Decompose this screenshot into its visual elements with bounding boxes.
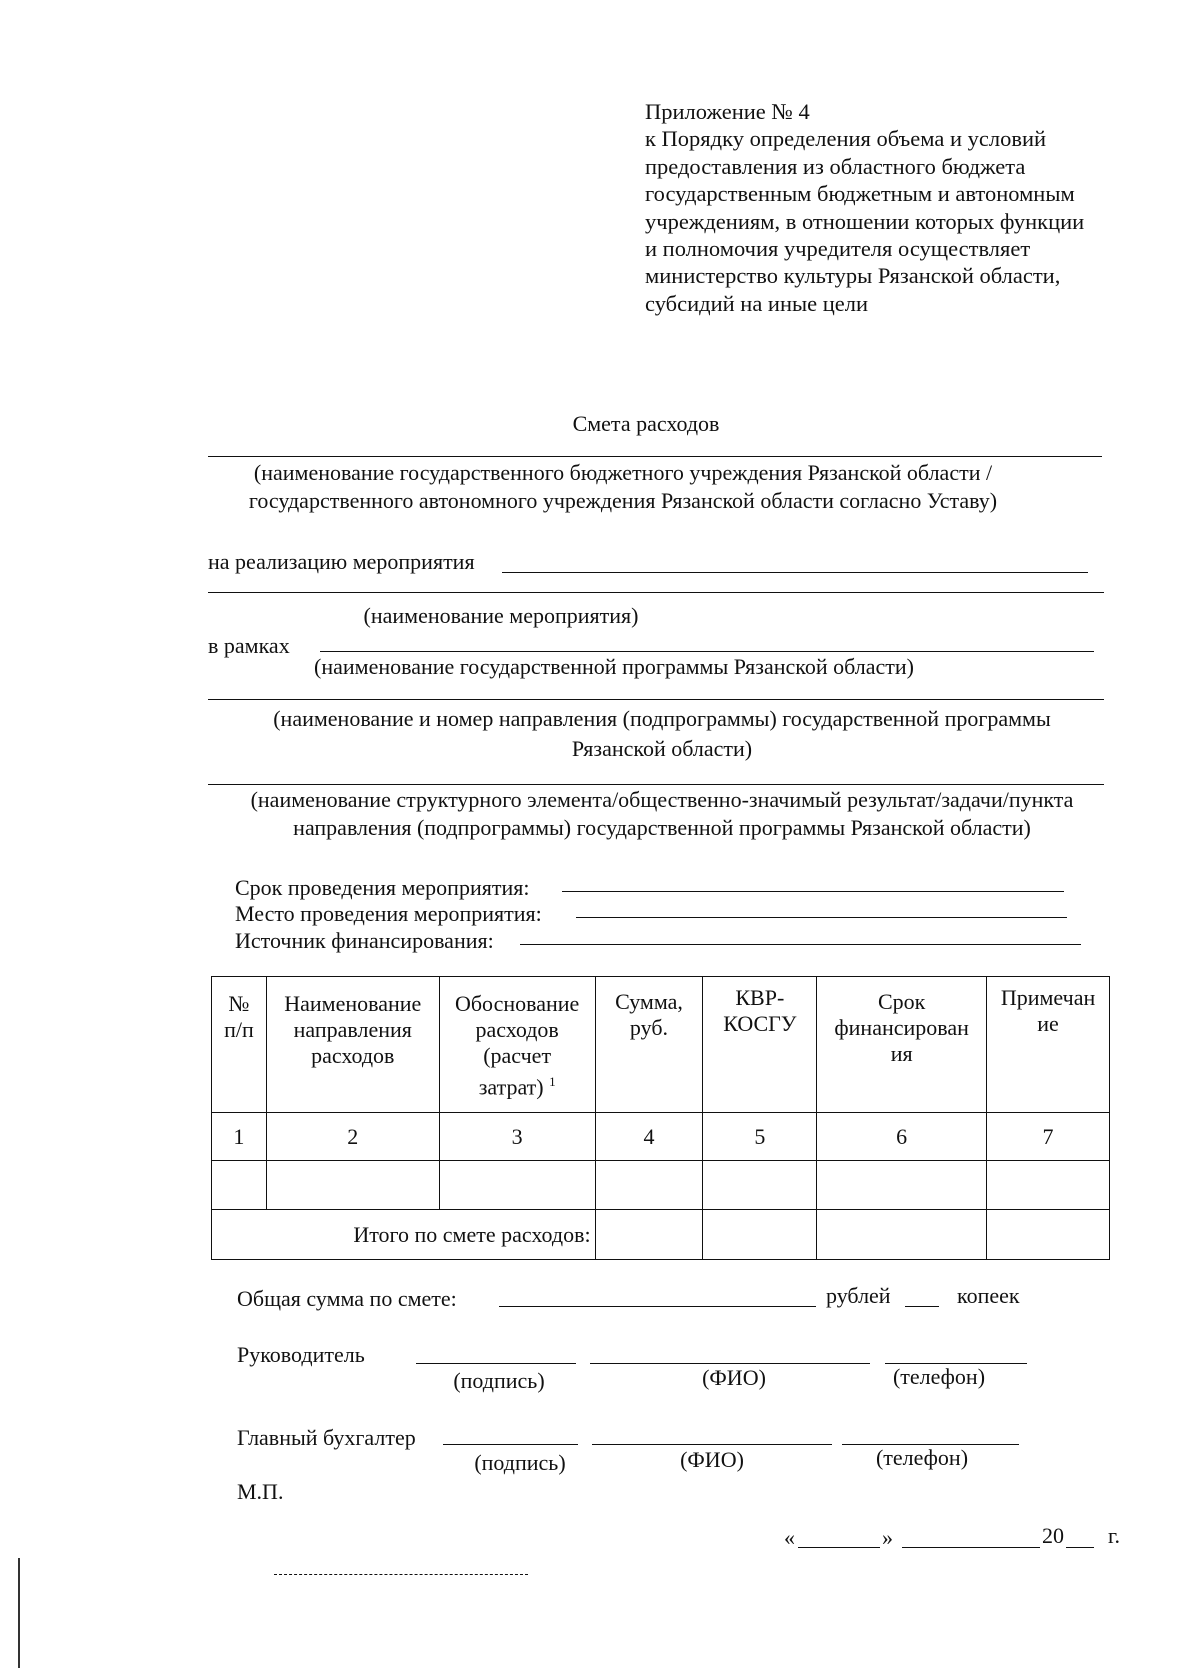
scan-edge-line	[18, 1558, 20, 1668]
table-cell[interactable]	[987, 1161, 1110, 1210]
direction-caption: Рязанской области)	[571, 736, 753, 761]
table-cell[interactable]	[817, 1210, 987, 1260]
header-text: п/п	[224, 1017, 254, 1042]
number-cell: 1	[212, 1113, 267, 1161]
date-year-suffix: г.	[1108, 1523, 1121, 1548]
date-open-quote: «	[784, 1525, 795, 1550]
institution-caption: (наименование государственного бюджетного учреждения Рязанской области /	[253, 460, 993, 485]
header-text: Примечан	[1000, 985, 1096, 1010]
element-line	[208, 784, 1104, 785]
term-field[interactable]	[562, 891, 1064, 892]
head-phone-caption: (телефон)	[892, 1364, 986, 1389]
header-cell-sum	[595, 977, 703, 1113]
total-kop-field[interactable]	[905, 1306, 939, 1307]
number-cell: 4	[595, 1113, 703, 1161]
document-title: Смета расходов	[572, 411, 720, 436]
date-year-prefix: 20	[1042, 1523, 1064, 1548]
footnote-mark: 1	[549, 1074, 556, 1089]
rub-label: рублей	[826, 1283, 891, 1308]
header-line: предоставления из областного бюджета	[645, 153, 1026, 179]
header-cell-term	[817, 977, 987, 1113]
program-caption: (наименование государственной программы Рязанской области)	[314, 654, 914, 679]
accountant-label: Главный бухгалтер	[237, 1425, 416, 1450]
date-month-field[interactable]	[902, 1547, 1040, 1548]
header-text: ие	[1037, 1011, 1059, 1036]
header-cell-number	[212, 977, 267, 1113]
date-year-field[interactable]	[1066, 1547, 1094, 1548]
total-sum-label: Общая сумма по смете:	[237, 1286, 457, 1311]
head-sign-field[interactable]	[416, 1363, 576, 1364]
table-cell[interactable]	[266, 1161, 439, 1210]
header-text: №	[228, 991, 250, 1016]
table-cell[interactable]	[703, 1161, 817, 1210]
table-cell[interactable]	[703, 1210, 817, 1260]
header-line: министерство культуры Рязанской области,	[645, 263, 1061, 289]
accountant-sign-caption: (подпись)	[474, 1450, 566, 1475]
header-text: руб.	[629, 1015, 669, 1040]
table-row	[212, 1161, 1110, 1210]
event-caption: (наименование мероприятия)	[363, 603, 639, 628]
event-label: на реализацию мероприятия	[208, 549, 475, 574]
date-close-quote: »	[882, 1525, 893, 1550]
head-fio-field[interactable]	[590, 1363, 870, 1364]
number-cell: 3	[439, 1113, 595, 1161]
header-text: КОСГУ	[723, 1011, 797, 1036]
header-text: затрат)	[478, 1074, 544, 1100]
header-text: финансирован	[834, 1015, 969, 1040]
header-text: Срок	[877, 989, 926, 1014]
head-sign-caption: (подпись)	[453, 1368, 545, 1393]
header-cell-justification	[439, 977, 595, 1113]
total-rub-field[interactable]	[499, 1306, 816, 1307]
accountant-fio-caption: (ФИО)	[680, 1447, 744, 1472]
kop-label: копеек	[957, 1283, 1020, 1308]
header-text: (расчет	[483, 1043, 552, 1068]
header-text: расходов	[311, 1043, 395, 1068]
table-cell[interactable]	[439, 1161, 595, 1210]
element-caption: (наименование структурного элемента/общественно-значимый результат/задачи/пункта	[250, 787, 1074, 812]
header-text: ия	[890, 1041, 913, 1066]
table-number-row	[212, 1113, 1110, 1161]
source-label: Источник финансирования:	[235, 928, 494, 953]
stamp-label: М.П.	[237, 1479, 284, 1504]
table-cell[interactable]	[595, 1210, 703, 1260]
head-fio-caption: (ФИО)	[702, 1365, 766, 1390]
header-text: направления	[293, 1017, 412, 1042]
header-line: и полномочия учредителя осуществляет	[645, 236, 1031, 262]
event-line-2	[208, 592, 1104, 593]
accountant-sign-field[interactable]	[443, 1444, 578, 1445]
table-cell[interactable]	[817, 1161, 987, 1210]
event-line	[502, 572, 1088, 573]
head-label: Руководитель	[237, 1342, 365, 1367]
header-line: государственным бюджетным и автономным	[645, 181, 1075, 207]
table-total-row	[212, 1210, 1110, 1260]
header-text: КВР-	[735, 985, 785, 1010]
frame-label: в рамках	[208, 633, 290, 658]
header-cell-kvr	[703, 977, 817, 1113]
program-line	[320, 651, 1094, 652]
accountant-fio-field[interactable]	[592, 1444, 832, 1445]
table-cell[interactable]	[212, 1161, 267, 1210]
header-cell-note	[987, 977, 1110, 1113]
table-header-row	[212, 977, 1110, 1113]
header-line: к Порядку определения объема и условий	[645, 126, 1047, 152]
direction-caption: (наименование и номер направления (подпрограммы) государственной программы	[273, 706, 1051, 731]
place-label: Место проведения мероприятия:	[235, 901, 542, 926]
term-label: Срок проведения мероприятия:	[235, 875, 530, 900]
header-line: субсидий на иные цели	[645, 290, 869, 316]
header-cell-name	[266, 977, 439, 1113]
table-cell[interactable]	[595, 1161, 703, 1210]
institution-caption: государственного автономного учреждения Рязанской области согласно Уставу)	[248, 488, 998, 513]
direction-line	[208, 699, 1104, 700]
number-cell: 7	[987, 1113, 1110, 1161]
table-cell[interactable]	[987, 1210, 1110, 1260]
source-field[interactable]	[520, 944, 1081, 945]
date-day-field[interactable]	[798, 1547, 880, 1548]
appendix-header	[645, 98, 1084, 317]
element-caption: направления (подпрограммы) государственной программы Рязанской области)	[293, 815, 1031, 840]
accountant-phone-caption: (телефон)	[875, 1445, 969, 1470]
footnote-separator	[274, 1574, 528, 1575]
institution-line	[208, 456, 1102, 457]
header-text: Сумма,	[615, 989, 683, 1014]
header-text: Наименование	[284, 991, 422, 1016]
header-text: расходов	[475, 1017, 559, 1042]
header-line: учреждениям, в отношении которых функции	[645, 208, 1085, 234]
expense-table	[211, 976, 1110, 1260]
place-field[interactable]	[576, 917, 1067, 918]
number-cell: 5	[703, 1113, 817, 1161]
total-label: Итого по смете расходов:	[212, 1210, 596, 1260]
header-text: Обоснование	[454, 991, 580, 1016]
number-cell: 2	[266, 1113, 439, 1161]
number-cell: 6	[817, 1113, 987, 1161]
header-line: Приложение № 4	[645, 99, 810, 124]
